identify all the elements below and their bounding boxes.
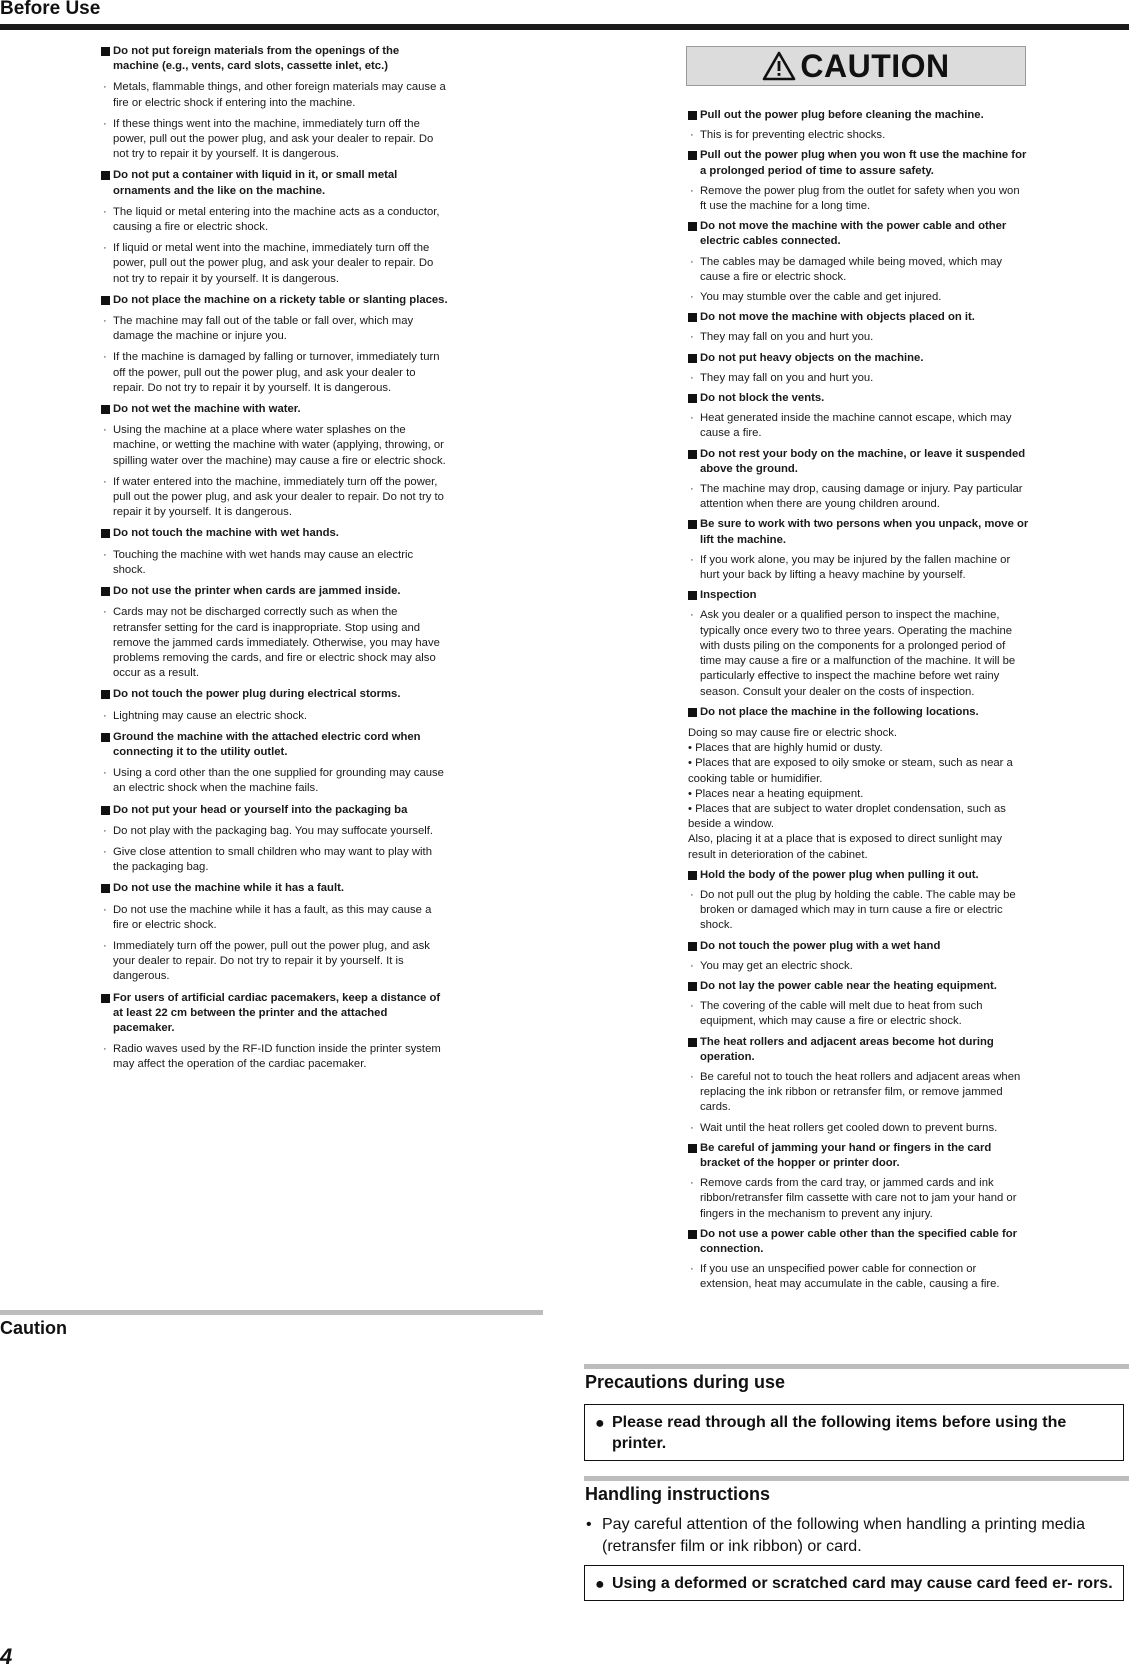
warning-bullet: · Touching the machine with wet hands may cause an electric shock. xyxy=(100,548,448,578)
caution-line: • Places near a heating equipment. xyxy=(688,787,864,800)
warning-heading: Do not put a container with liquid in it, or small metal ornaments and the like on the machine. xyxy=(100,168,448,198)
caution-bullet: · Do not pull out the plug by holding the cable. The cable may be broken or damaged which may in turn cause a fire or electric shock. xyxy=(687,888,1029,934)
warning-bullet: · If water entered into the machine, immediately turn off the power, pull out the power plug, and ask your dealer to repair. Do not try to repair it by yourself. It is dangerous. xyxy=(100,475,448,521)
handling-note-box xyxy=(584,1565,1124,1601)
warning-bullet: · The liquid or metal entering into the machine acts as a conductor, causing a fire or electric shock. xyxy=(100,205,448,235)
page-header-title: Before Use xyxy=(0,0,101,19)
caution-heading: Do not lay the power cable near the heating equipment. xyxy=(687,979,1029,994)
caution-line: Doing so may cause fire or electric shock. xyxy=(688,726,898,739)
caution-bullet: · You may stumble over the cable and get injured. xyxy=(687,290,1029,305)
caution-banner xyxy=(686,46,1026,86)
warning-heading: Ground the machine with the attached electric cord when connecting it to the utility outlet. xyxy=(100,730,448,760)
warning-bullet: · Cards may not be discharged correctly such as when the retransfer setting for the card is inappropriate. Stop using and remove the jammed cards immediately. Otherwise, you may have problems removing the cards, and fire or electric shock may also occur as a result. xyxy=(100,605,448,681)
caution-bullet: · Heat generated inside the machine cannot escape, which may cause a fire. xyxy=(687,411,1029,441)
warning-bullet: · Using a cord other than the one supplied for grounding may cause an electric shock when the machine fails. xyxy=(100,766,448,796)
caution-section-rule xyxy=(0,1310,543,1315)
caution-heading: Do not place the machine in the following locations. xyxy=(687,705,1029,720)
caution-bullet: · If you use an unspecified power cable for connection or extension, heat may accumulate in the cable, causing a fire. xyxy=(687,1262,1029,1292)
caution-heading: The heat rollers and adjacent areas become hot during operation. xyxy=(687,1035,1029,1065)
caution-line: Also, placing it at a place that is exposed to direct sunlight may result in deterioration of the cabinet. xyxy=(688,833,1002,861)
caution-heading: Do not block the vents. xyxy=(687,391,1029,406)
precautions-rule xyxy=(584,1364,1129,1369)
warning-heading: Do not use the machine while it has a fault. xyxy=(100,881,448,896)
precautions-note-text: Please read through all the following items before using the printer. xyxy=(612,1414,1067,1452)
header-rule xyxy=(0,24,1129,30)
caution-heading: Inspection xyxy=(687,588,1029,603)
warning-heading: Do not place the machine on a rickety table or slanting places. xyxy=(100,293,448,308)
caution-heading: Be careful of jamming your hand or fingers in the card bracket of the hopper or printer door. xyxy=(687,1141,1029,1171)
warning-heading: Do not touch the machine with wet hands. xyxy=(100,526,448,541)
warning-heading: Do not touch the power plug during electrical storms. xyxy=(100,687,448,702)
caution-bullet: · Ask you dealer or a qualified person to inspect the machine, typically once every two to three years. Operating the machine with dusts piling on the components for a prolonged period of time may cause a fire or a malfunction of the machine. It will be particularly effective to inspect the machine before wet rainy season. Consult your dealer on the costs of inspection. xyxy=(687,608,1029,699)
handling-note-text: Using a deformed or scratched card may cause card feed er- rors. xyxy=(612,1575,1113,1592)
caution-heading: Do not move the machine with the power cable and other electric cables connected. xyxy=(687,219,1029,249)
caution-heading: Do not move the machine with objects placed on it. xyxy=(687,310,1029,325)
warning-bullet: · Do not play with the packaging bag. You may suffocate yourself. xyxy=(100,824,448,839)
handling-title: Handling instructions xyxy=(585,1484,771,1504)
caution-bullet: · The machine may drop, causing damage or injury. Pay particular attention when there are young children around. xyxy=(687,482,1029,512)
warning-triangle-icon xyxy=(762,51,796,81)
caution-heading: Pull out the power plug before cleaning the machine. xyxy=(687,108,1029,123)
caution-line: • Places that are highly humid or dusty. xyxy=(688,742,883,755)
caution-bullet: · Be careful not to touch the heat rollers and adjacent areas when replacing the ink ribbon or retransfer film, or remove jammed cards. xyxy=(687,1070,1029,1116)
caution-heading: Be sure to work with two persons when you unpack, move or lift the machine. xyxy=(687,517,1029,547)
warning-bullet: · If liquid or metal went into the machine, immediately turn off the power, pull out the power plug, and ask your dealer to repair. Do not try to repair it by yourself. It is dangerous. xyxy=(100,241,448,287)
caution-bullet: · Wait until the heat rollers get cooled down to prevent burns. xyxy=(687,1121,1029,1136)
caution-heading: Pull out the power plug when you won ft use the machine for a prolonged period of time to assure safety. xyxy=(687,148,1029,178)
handling-rule xyxy=(584,1476,1129,1481)
warning-heading: Do not wet the machine with water. xyxy=(100,402,448,417)
caution-heading: Do not use a power cable other than the specified cable for connection. xyxy=(687,1227,1029,1257)
warning-bullet: · Immediately turn off the power, pull out the power plug, and ask your dealer to repair. Do not try to repair it by yourself. It is dangerous. xyxy=(100,939,448,985)
caution-section-label: Caution xyxy=(0,1318,67,1338)
bullet-dot-icon: ● xyxy=(595,1415,605,1432)
warning-bullet: · Give close attention to small children who may want to play with the packaging bag. xyxy=(100,845,448,875)
warning-bullet: · If these things went into the machine, immediately turn off the power, pull out the power plug, and ask your dealer to repair. Do not try to repair it by yourself. It is dangerous. xyxy=(100,117,448,163)
caution-bullet: · Remove cards from the card tray, or jammed cards and ink ribbon/retransfer film cassette with care not to jam your hand or fingers in the mechanism to prevent any injury. xyxy=(687,1176,1029,1222)
bullet-dot-icon: • xyxy=(586,1516,592,1533)
warning-heading: For users of artificial cardiac pacemakers, keep a distance of at least 22 cm between the printer and the attached pacemaker. xyxy=(100,991,448,1037)
precautions-title: Precautions during use xyxy=(585,1372,786,1392)
warning-bullet: · If the machine is damaged by falling or turnover, immediately turn off the power, pull out the power plug, and ask your dealer to repair. Do not try to repair it by yourself. It is dangerous. xyxy=(100,350,448,396)
page-number: 4 xyxy=(0,1644,13,1669)
warning-heading: Do not put your head or yourself into the packaging ba xyxy=(100,803,448,818)
caution-bullet: · If you work alone, you may be injured by the fallen machine or hurt your back by lifting a heavy machine by yourself. xyxy=(687,553,1029,583)
caution-bullet: · This is for preventing electric shocks. xyxy=(687,128,1029,143)
caution-bullet: · You may get an electric shock. xyxy=(687,959,1029,974)
caution-line: • Places that are subject to water droplet condensation, such as beside a window. xyxy=(688,802,1006,831)
caution-heading: Do not rest your body on the machine, or leave it suspended above the ground. xyxy=(687,447,1029,477)
warning-bullet: · Lightning may cause an electric shock. xyxy=(100,709,448,724)
bullet-dot-icon: ● xyxy=(595,1576,605,1593)
handling-paragraph xyxy=(585,1514,1110,1558)
warning-bullet: · Radio waves used by the RF-ID function inside the printer system may affect the operation of the cardiac pacemaker. xyxy=(100,1042,448,1072)
caution-banner-label: CAUTION xyxy=(800,47,950,84)
left-warning-column xyxy=(100,44,448,1073)
caution-bullet: · The covering of the cable will melt due to heat from such equipment, which may cause a fire or electric shock. xyxy=(687,999,1029,1029)
caution-bullet: · They may fall on you and hurt you. xyxy=(687,330,1029,345)
warning-bullet: · The machine may fall out of the table or fall over, which may damage the machine or injure you. xyxy=(100,314,448,344)
right-caution-column xyxy=(687,103,1029,1293)
precautions-note-box xyxy=(584,1404,1124,1461)
warning-heading: Do not use the printer when cards are jammed inside. xyxy=(100,584,448,599)
caution-bullet: · The cables may be damaged while being moved, which may cause a fire or electric shock. xyxy=(687,255,1029,285)
caution-bullet: · Remove the power plug from the outlet for safety when you won ft use the machine for a long time. xyxy=(687,184,1029,214)
caution-heading: Do not touch the power plug with a wet hand xyxy=(687,939,1029,954)
warning-bullet: · Do not use the machine while it has a fault, as this may cause a fire or electric shock. xyxy=(100,903,448,933)
warning-bullet: · Metals, flammable things, and other foreign materials may cause a fire or electric shock if entering into the machine. xyxy=(100,80,448,110)
caution-line: • Places that are exposed to oily smoke or steam, such as near a cooking table or humidifier. xyxy=(688,757,1013,785)
warning-bullet: · Using the machine at a place where water splashes on the machine, or wetting the machine with water (applying, throwing, or spilling water over the machine) may cause a fire or electric shock. xyxy=(100,423,448,469)
caution-heading: Hold the body of the power plug when pulling it out. xyxy=(687,868,1029,883)
warning-heading: Do not put foreign materials from the openings of the machine (e.g., vents, card slots, cassette inlet, etc.) xyxy=(100,44,448,74)
caution-heading: Do not put heavy objects on the machine. xyxy=(687,351,1029,366)
handling-text: Pay careful attention of the following when handling a printing media (retransfer film or ink ribbon) or card. xyxy=(602,1516,1085,1555)
caution-bullet: · They may fall on you and hurt you. xyxy=(687,371,1029,386)
